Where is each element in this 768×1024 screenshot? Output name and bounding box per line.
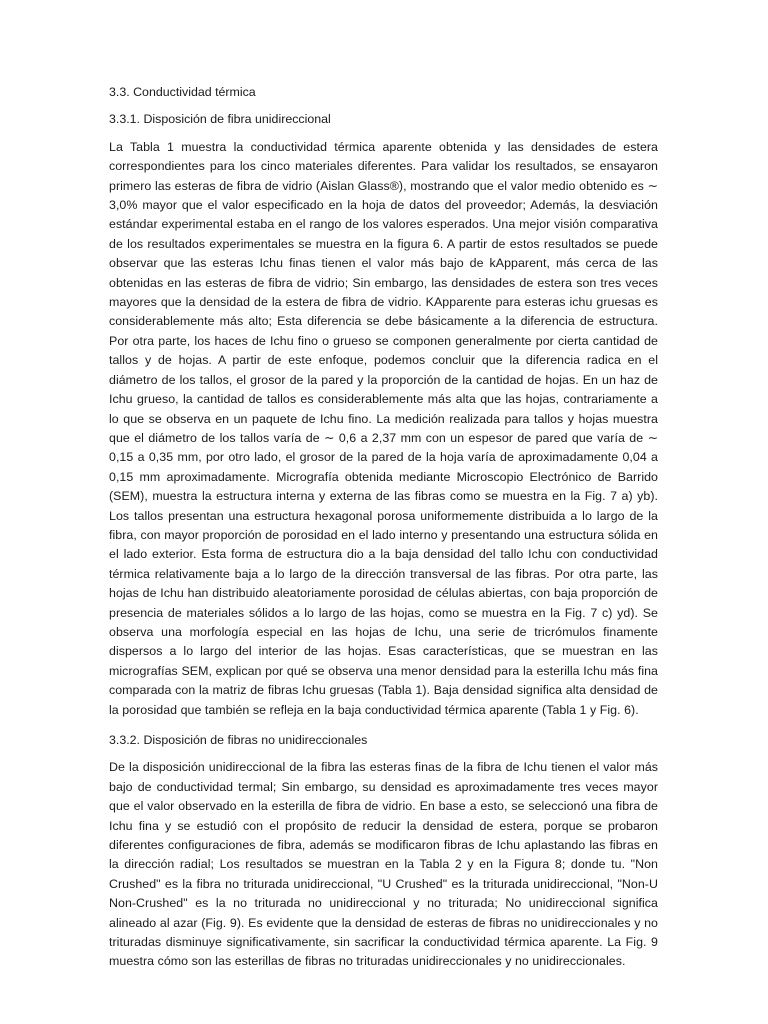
body-paragraph-2: De la disposición unidireccional de la fibra las esteras finas de la fibra de Ichu tienen el valor más bajo de conductividad termal; Sin embargo, su densidad es aproximadamente tres veces mayor que el valor observado en la esterilla de fibra de vidrio. En base a esto, se seleccionó una fibra de Ichu fina y se estudió con el propósito de reducir la densidad de estera, porque se probaron diferentes configuraciones de fibra, además se modificaron fibras de Ichu aplastando las fibras en la dirección radial; Los resultados se muestran en la Tabla 2 y en la Figura 8; donde tu. "Non Crushed" es la fibra no triturada unidireccional, "U Crushed" es la triturada unidireccional, "Non-U Non-Crushed" es la no triturada no unidireccional y no triturada; No unidireccional significa alineado al azar (Fig. 9). Es evidente que la densidad de esteras de fibras no unidireccionales y no trituradas disminuye significativamente, sin sacrificar la conductividad térmica aparente. La Fig. 9 muestra cómo son las esterillas de fibras no trituradas unidireccionales y no unidireccionales. xyxy=(109,760,658,969)
subsection-heading-2: 3.3.2. Disposición de fibras no unidireccionales xyxy=(109,733,368,747)
body-paragraph-1: La Tabla 1 muestra la conductividad térmica aparente obtenida y las densidades de estera correspondientes para los cinco materiales diferentes. Para validar los resultados, se ensayaron primero las esteras de fibra de vidrio (Aislan Glass®), mostrando que el valor medio obtenido es ∼ 3,0% mayor que el valor especificado en la hoja de datos del proveedor; Además, la desviación estándar experimental estaba en el rango de los valores esperados. Una mejor visión comparativa de los resultados experimentales se muestra en la figura 6. A partir de estos resultados se puede observar que las esteras Ichu finas tienen el valor más bajo de kApparent, más cerca de las obtenidas en las esteras de fibra de vidrio; Sin embargo, las densidades de estera son tres veces mayores que la densidad de la estera de fibra de vidrio. KApparente para esteras ichu gruesas es considerablemente más alto; Esta diferencia se debe básicamente a la diferencia de estructura. Por otra parte, los haces de Ichu fino o grueso se componen generalmente por cierta cantidad de tallos y de hojas. A partir de este enfoque, podemos concluir que la diferencia radica en el diámetro de los tallos, el grosor de la pared y la proporción de la cantidad de hojas. En un haz de Ichu grueso, la cantidad de tallos es considerablemente más alta que las hojas, contrariamente a lo que se observa en un paquete de Ichu fino. La medición realizada para tallos y hojas muestra que el diámetro de los tallos varía de ∼ 0,6 a 2,37 mm con un espesor de pared que varía de ∼ 0,15 a 0,35 mm, por otro lado, el grosor de la pared de la hoja varía de aproximadamente 0,04 a 0,15 mm aproximadamente. Micrografía obtenida mediante Microscopio Electrónico de Barrido (SEM), muestra la estructura interna y externa de las fibras como se muestra en la Fig. 7 a) yb). Los tallos presentan una estructura hexagonal porosa uniformemente distribuida a lo largo de la fibra, con mayor proporción de porosidad en el lado interno y presentando una estructura sólida en el lado exterior. Esta forma de estructura dio a la baja densidad del tallo Ichu con conductividad térmica relativamente baja a lo largo de la dirección transversal de las fibras. Por otra parte, las hojas de Ichu han distribuido aleatoriamente porosidad de células abiertas, con baja proporción de presencia de materiales sólidos a lo largo de las hojas, como se muestra en la Fig. 7 c) yd). Se observa una morfología especial en las hojas de Ichu, una serie de tricrómulos finamente dispersos a lo largo del interior de las hojas. Esas características, que se muestran en las micrografías SEM, explican por qué se observa una menor densidad para la esterilla Ichu más fina comparada con la matriz de fibras Ichu gruesas (Tabla 1). Baja densidad significa alta densidad de la porosidad que también se refleja en la baja conductividad térmica aparente (Tabla 1 y Fig. 6). xyxy=(109,139,658,717)
document-page xyxy=(109,83,658,982)
section-heading: 3.3. Conductividad térmica xyxy=(109,85,256,99)
subsection-heading-1: 3.3.1. Disposición de fibra unidireccional xyxy=(109,112,331,127)
